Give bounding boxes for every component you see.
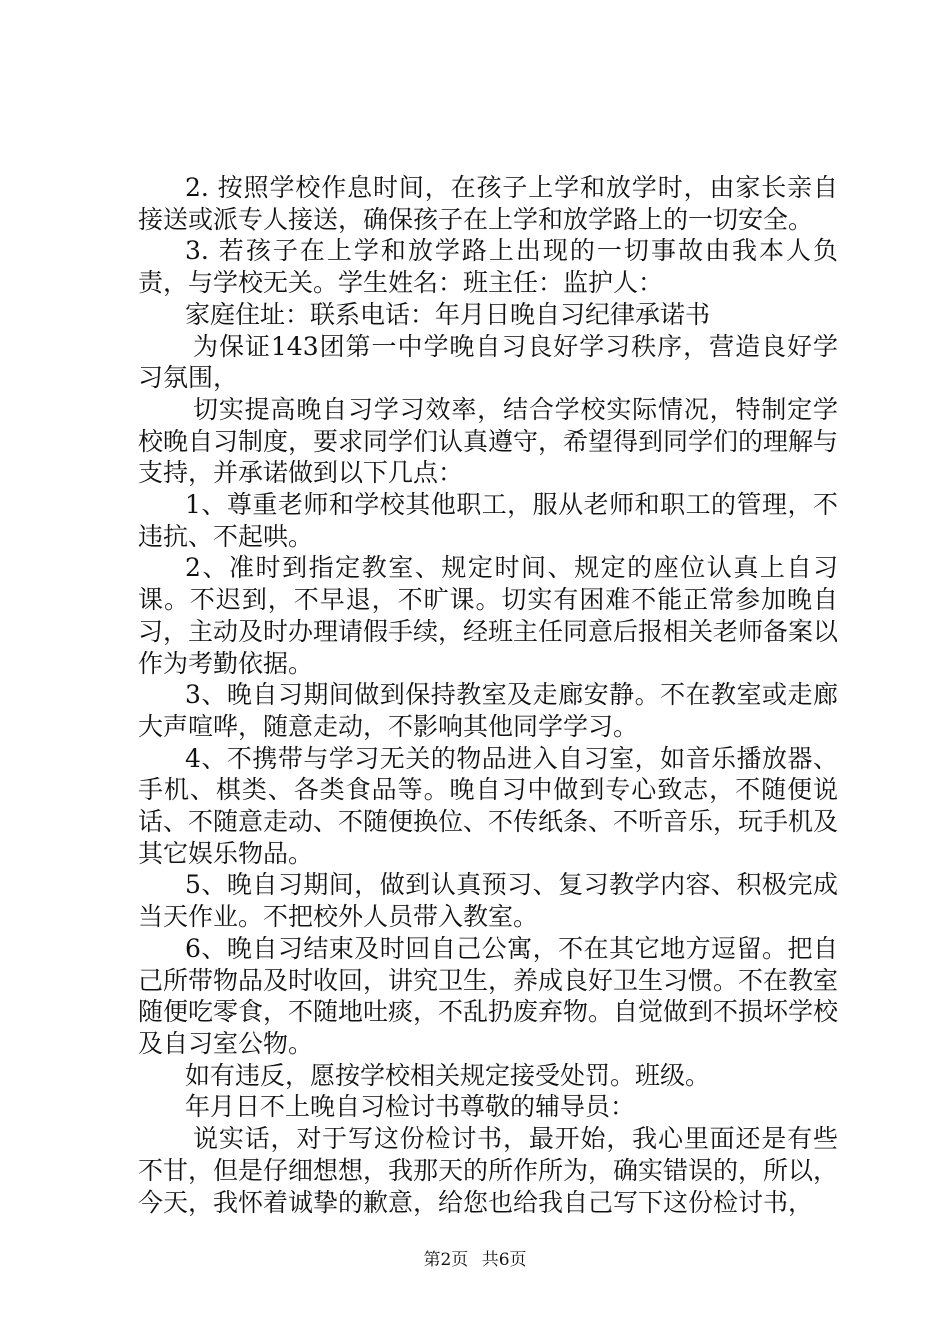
paragraph-liability-rule: 3. 若孩子在上学和放学路上出现的一切事故由我本人负责，与学校无关。学生姓名：班主任：监护人： — [138, 236, 838, 298]
paragraph-pickup-rule: 2. 按照学校作息时间，在孩子上学和放学时，由家长亲自接送或派专人接送，确保孩子在上学和放学路上的一切安全。 — [138, 173, 838, 234]
paragraph-intro-cont: 切实提高晚自习学习效率，结合学校实际情况，特制定学校晚自习制度，要求同学们认真遵守，希望得到同学们的理解与支持，并承诺做到以下几点： — [138, 394, 839, 488]
page-total: 共6页 — [481, 1250, 527, 1270]
paragraph-apology-body: 说实话，对于写这份检讨书，最开始，我心里面还是有些不甘，但是仔细想想，我那天的所作所为，确实错误的，所以，今天，我怀着诚挚的歉意，给您也给我自己写下这份检讨书， — [138, 1124, 839, 1217]
paragraph-intro: 为保证143团第一中学晚自习良好学习秩序，营造良好学习氛围， — [138, 331, 838, 393]
paragraph-rule-4: 4、不携带与学习无关的物品进入自习室，如音乐播放器、手机、棋类、各类食品等。晚自习中做到专心致志，不随便说话、不随意走动、不随便换位、不传纸条、不听音乐，玩手机及其它娱乐物品。 — [138, 743, 839, 868]
paragraph-rule-6: 6、晚自习结束及时回自己公寓，不在其它地方逗留。把自己所带物品及时收回，讲究卫生，养成良好卫生习惯。不在教室随便吃零食，不随地吐痰，不乱扔废弃物。自觉做到不损坏学校及自习室公物。 — [138, 933, 839, 1058]
paragraph-rule-2: 2、准时到指定教室、规定时间、规定的座位认真上自习课。不迟到，不早退，不旷课。切实有困难不能正常参加晚自习，主动及时办理请假手续，经班主任同意后报相关老师备案以作为考勤依据。 — [138, 553, 839, 678]
page-footer — [0, 1245, 950, 1270]
paragraph-contact-info: 家庭住址：联系电话：年月日晚自习纪律承诺书 — [185, 299, 711, 329]
paragraph-rule-1: 1、尊重老师和学校其他职工，服从老师和职工的管理，不违抗、不起哄。 — [138, 490, 838, 551]
paragraph-violation: 如有违反，愿按学校相关规定接受处罚。班级。 — [185, 1060, 711, 1090]
page-number: 第2页 — [423, 1250, 469, 1270]
document-body — [138, 172, 838, 1218]
paragraph-rule-3: 3、晚自习期间做到保持教室及走廊安静。不在教室或走廊大声喧哗，随意走动，不影响其他同学学习。 — [138, 680, 838, 741]
paragraph-rule-5: 5、晚自习期间，做到认真预习、复习教学内容、积极完成当天作业。不把校外人员带入教室。 — [138, 870, 838, 932]
paragraph-apology-heading: 年月日不上晚自习检讨书尊敬的辅导员： — [185, 1092, 636, 1122]
